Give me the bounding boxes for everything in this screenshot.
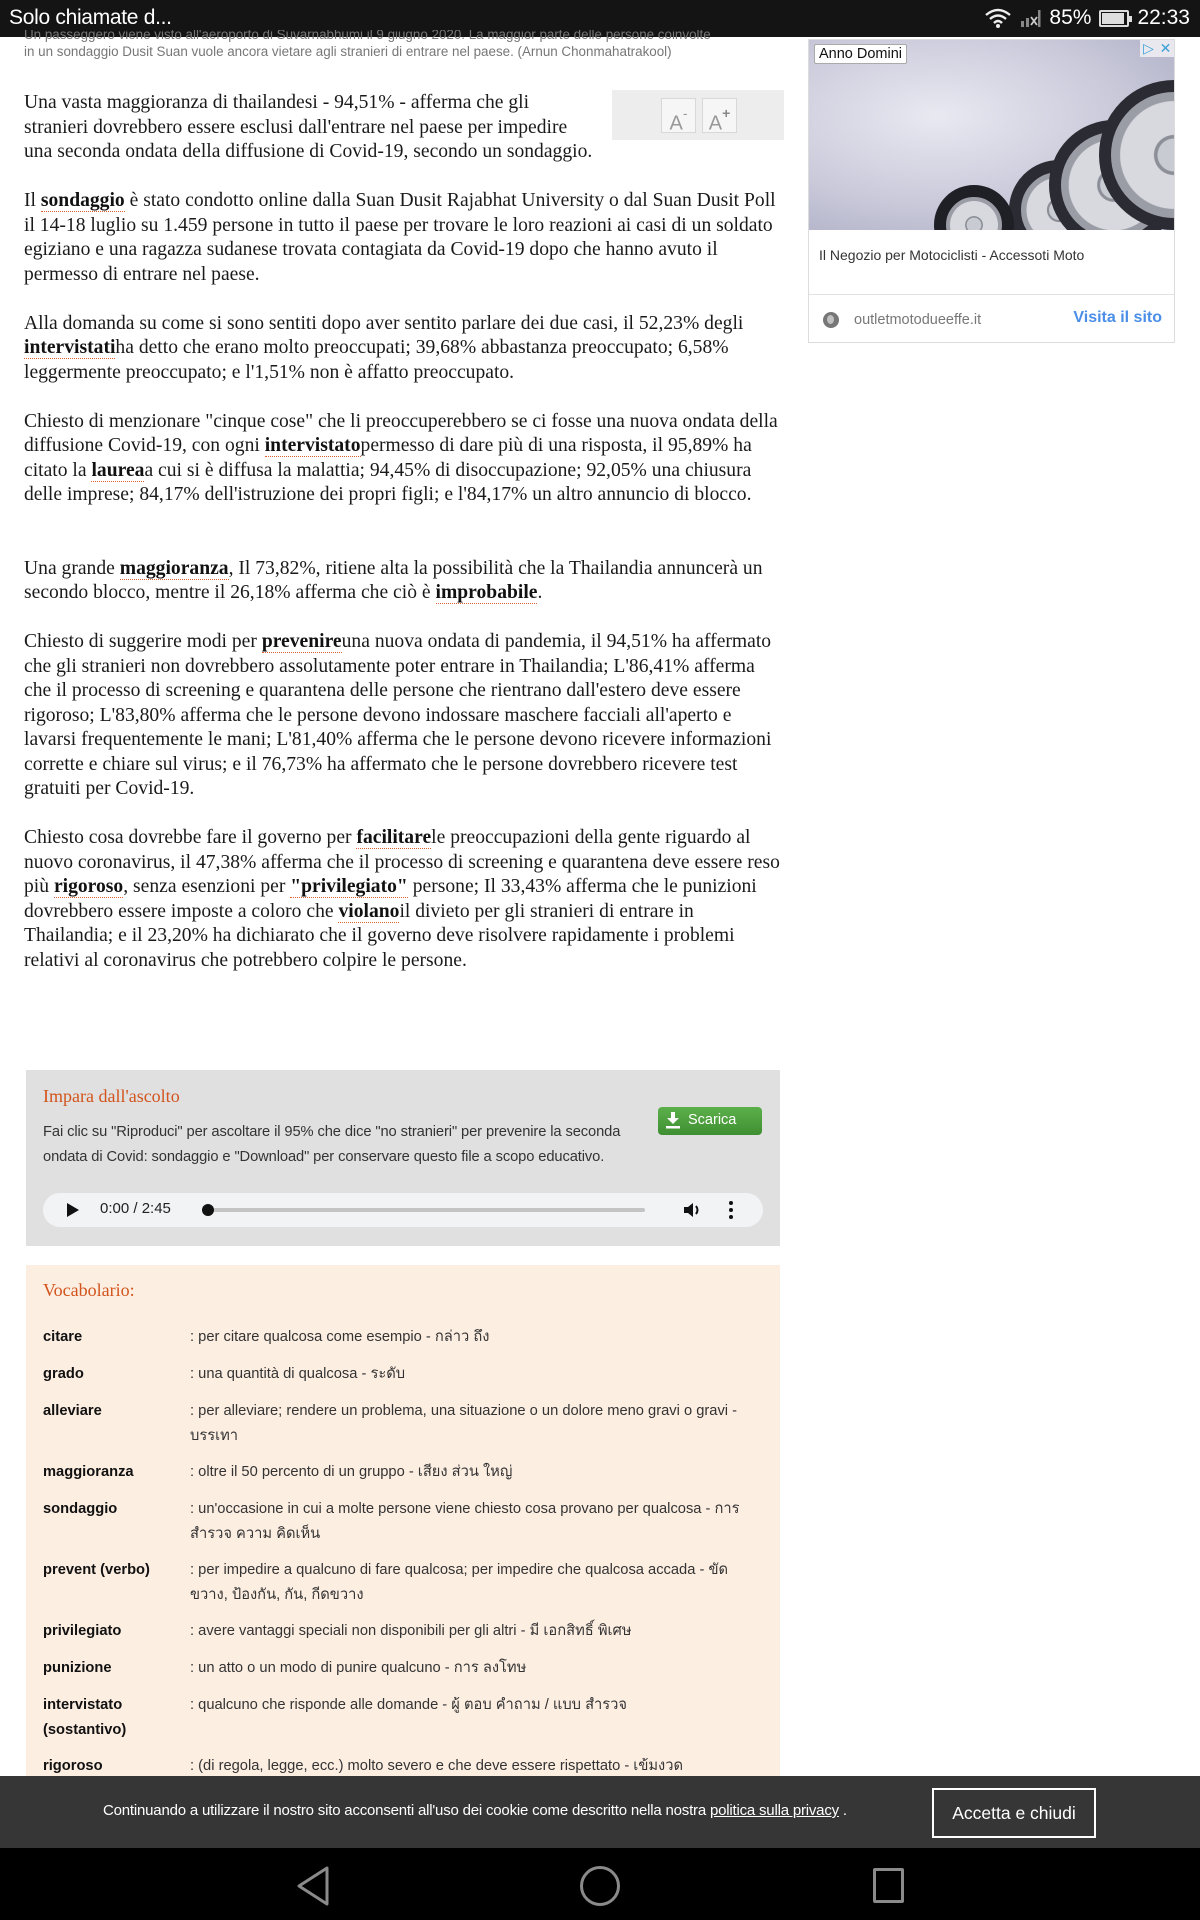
article-paragraph: Alla domanda su come si sono sentiti dopo aver sentito parlare dei due casi, il 52,23% degli intervistatiha detto che erano molto preoccupati; 39,68% abbastanza preoccupato; 6,58% leggermente preoccupato; e l'1,51% non è affatto preoccupato. (24, 312, 744, 383)
status-icons (985, 6, 1190, 30)
vocab-term: prevent (verbo) (43, 1562, 150, 1578)
play-icon[interactable] (67, 1203, 79, 1217)
vocab-term: intervistato (sostantivo) (43, 1697, 127, 1738)
download-button[interactable]: Scarica (658, 1107, 762, 1135)
signal-off-icon (1019, 9, 1041, 27)
accept-and-close-button[interactable]: Accetta e chiudi (932, 1788, 1096, 1838)
ad-url[interactable]: outletmotodueeffe.it (854, 312, 982, 328)
vocab-definition: : oltre il 50 percento di un gruppo - เสียง ส่วน ใหญ่ (190, 1464, 513, 1480)
photo-caption: Un passeggero viene visto all'aeroporto di Suvarnabhumi il 9 giugno 2020. La maggior parte delle persone coinvolte in un sondaggio Dusit Suan vuole ancora vietare agli stranieri di entrare nel paese. (Arnun Chonmahatrakool) (24, 30, 711, 59)
globe-icon (823, 312, 839, 328)
vocab-definition: : per citare qualcosa come esempio - กล่าว ถึง (190, 1329, 490, 1345)
ad-close-icon[interactable]: ✕ (1159, 40, 1172, 56)
divider (809, 294, 1174, 295)
recents-icon[interactable] (873, 1868, 904, 1903)
vocabulary-title: Vocabolario: (43, 1280, 135, 1300)
vocab-term: alleviare (43, 1403, 102, 1419)
navigation-bar (0, 1848, 1200, 1920)
vocab-link-intervistato[interactable]: intervistato (264, 435, 361, 456)
audio-seek-thumb[interactable] (202, 1204, 214, 1216)
advertisement[interactable] (808, 39, 1175, 343)
increase-font-button[interactable]: A+ (702, 98, 737, 133)
article-body (24, 91, 784, 998)
vocab-definition: : per impedire a qualcuno di fare qualcosa; per impedire che qualcosa accada - ขัดขวาง, ป้องกัน, กัน, กีดขวาง (190, 1562, 729, 1603)
cookie-consent-bar (0, 1776, 1200, 1848)
app-title: Solo chiamate d... (9, 6, 172, 29)
vocab-link-privilegiato[interactable]: "privilegiato" (290, 876, 408, 897)
decrease-font-button[interactable]: A- (661, 98, 696, 133)
vocab-definition: : un atto o un modo di punire qualcuno - การ ลงโทษ (190, 1660, 527, 1676)
article-paragraph: Una grande maggioranza, Il 73,82%, ritiene alta la possibilità che la Thailandia annuncerà un secondo blocco, mentre il 26,18% afferma che ciò è improbabile. (24, 557, 763, 603)
vocab-definition: : una quantità di qualcosa - ระดับ (190, 1366, 406, 1382)
home-icon[interactable] (580, 1866, 620, 1906)
vocab-definition: : un'occasione in cui a molte persone viene chiesto cosa provano per qualcosa - การ สำรวจ ความ คิดเห็น (190, 1501, 740, 1542)
vocabulary-section (26, 1265, 780, 1780)
vocab-term: citare (43, 1329, 83, 1345)
wifi-icon (985, 8, 1011, 28)
battery-percent: 85% (1049, 6, 1092, 29)
article-paragraph: Chiesto di suggerire modi per prevenireuna nuova ondata di pandemia, il 94,51% ha affermato che gli stranieri non dovrebbero assolutamente poter entrare in Thailandia; L'86,41% afferma che il processo di screening e quarantena delle persone che rientrano dall'estero deve essere rigoroso; L'83,80% afferma che le persone devono indossare maschere facciali all'aperto e lavarsi frequentemente le mani; L'81,40% afferma che le persone devono ricevere informazioni corrette e chiare sul virus; e il 76,73% ha affermato che le persone dovrebbero ricevere test gratuiti per Covid-19. (24, 631, 772, 799)
vocab-link-prevenire[interactable]: prevenire (261, 631, 342, 652)
vocab-link-facilitare[interactable]: facilitare (356, 827, 432, 848)
article-paragraph: Una vasta maggioranza di thailandesi - 94,51% - afferma che gli stranieri dovrebbero essere esclusi dall'entrare nel paese per impedire una seconda ondata della diffusione di Covid-19, secondo un sondaggio. (24, 92, 593, 162)
vocab-link-maggioranza[interactable]: maggioranza (119, 557, 229, 579)
battery-icon (1099, 10, 1129, 27)
audio-time: 0:00 / 2:45 (100, 1200, 171, 1217)
visit-site-button[interactable]: Visita il sito (1073, 309, 1162, 326)
vocab-link-violano[interactable]: violano (338, 900, 400, 922)
listening-section (26, 1070, 780, 1246)
article-paragraph: Chiesto di menzionare "cinque cose" che li preoccuperebbero se ci fosse una nuova ondata della diffusione Covid-19, con ogni intervistatopermesso di dare più di una risposta, il 95,89% ha citato la laureaa cui si è diffusa la malattia; 94,45% di disoccupazione; 92,05% una chiusura delle imprese; 84,17% dell'istruzione dei propri figli; e l'84,17% un altro annuncio di blocco. (24, 410, 778, 505)
ad-description[interactable]: Il Negozio per Motociclisti - Accessoti Moto (819, 247, 1085, 263)
vocab-link-laurea[interactable]: laurea (91, 459, 145, 481)
article-paragraph: Il sondaggio è stato condotto online dalla Suan Dusit Rajabhat University o dal Suan Dusit Poll il 14-18 luglio su 1.459 persone in tutto il paese per trovare le loro reazioni ai casi di un soldato egiziano e una ragazza sudanese trovata contagiata da Covid-19 dopo che hanno avuto il permesso di entrare nel paese. (24, 190, 776, 285)
adchoices-icon[interactable]: ▷ (1143, 40, 1154, 56)
vocab-term: sondaggio (43, 1501, 118, 1517)
vocab-link-intervistati[interactable]: intervistati (24, 337, 116, 358)
volume-icon[interactable] (683, 1202, 703, 1218)
vocab-definition: : avere vantaggi speciali non disponibili per gli altri - มี เอกสิทธิ์ พิเศษ (190, 1623, 632, 1639)
vocab-definition: : per alleviare; rendere un problema, una situazione o un dolore meno gravi o gravi - บรรเทา (190, 1403, 738, 1444)
vocab-term: punizione (43, 1660, 112, 1676)
back-icon[interactable] (296, 1866, 330, 1906)
audio-seek-bar[interactable] (205, 1208, 645, 1212)
vocab-definition: : (di regola, legge, ecc.) molto severo e che deve essere rispettato - เข้มงวด (190, 1758, 683, 1774)
vocab-term: privilegiato (43, 1623, 122, 1639)
download-icon (666, 1112, 680, 1129)
audio-player[interactable] (43, 1193, 763, 1227)
ad-choices[interactable] (1140, 40, 1174, 57)
article-paragraph: Chiesto cosa dovrebbe fare il governo per facilitarele preoccupazioni della gente riguardo al nuovo coronavirus, il 47,38% afferma che il processo di screening e quarantena deve essere reso più rigoroso, senza esenzioni per "privilegiato" persone; Il 33,43% afferma che le punizioni dovrebbero essere imposte a coloro che violanoil divieto per gli stranieri di entrare in Thailandia; e il 23,20% ha dichiarato che il governo deve risolvere rapidamente i problemi relativi al coronavirus che potrebbero colpire le persone. (24, 827, 780, 971)
vocab-link-rigoroso[interactable]: rigoroso (53, 876, 124, 897)
vocab-term: rigoroso (43, 1758, 103, 1774)
listening-description: Fai clic su "Riproduci" per ascoltare il 95% che dice "no stranieri" per prevenire la seconda ondata di Covid: sondaggio e "Download" per conservare questo file a scopo educativo. (43, 1124, 621, 1165)
vocab-link-sondaggio[interactable]: sondaggio (40, 190, 125, 211)
listening-title: Impara dall'ascolto (43, 1086, 180, 1106)
vocab-term: maggioranza (43, 1464, 134, 1480)
more-options-icon[interactable] (729, 1201, 733, 1219)
clock: 22:33 (1137, 6, 1190, 29)
vocab-link-improbabile[interactable]: improbabile (435, 582, 538, 603)
ad-brand-label: Anno Domini (814, 44, 907, 64)
cookie-message: Continuando a utilizzare il nostro sito acconsenti all'uso dei cookie come descritto nella nostra politica sulla privacy . (103, 1802, 847, 1819)
vocab-definition: : qualcuno che risponde alle domande - ผู้ ตอบ คำถาม / แบบ สำรวจ (190, 1697, 628, 1713)
ad-image-wheels[interactable] (809, 40, 1174, 230)
privacy-policy-link[interactable]: politica sulla privacy (709, 1802, 839, 1819)
vocab-term: grado (43, 1366, 84, 1382)
